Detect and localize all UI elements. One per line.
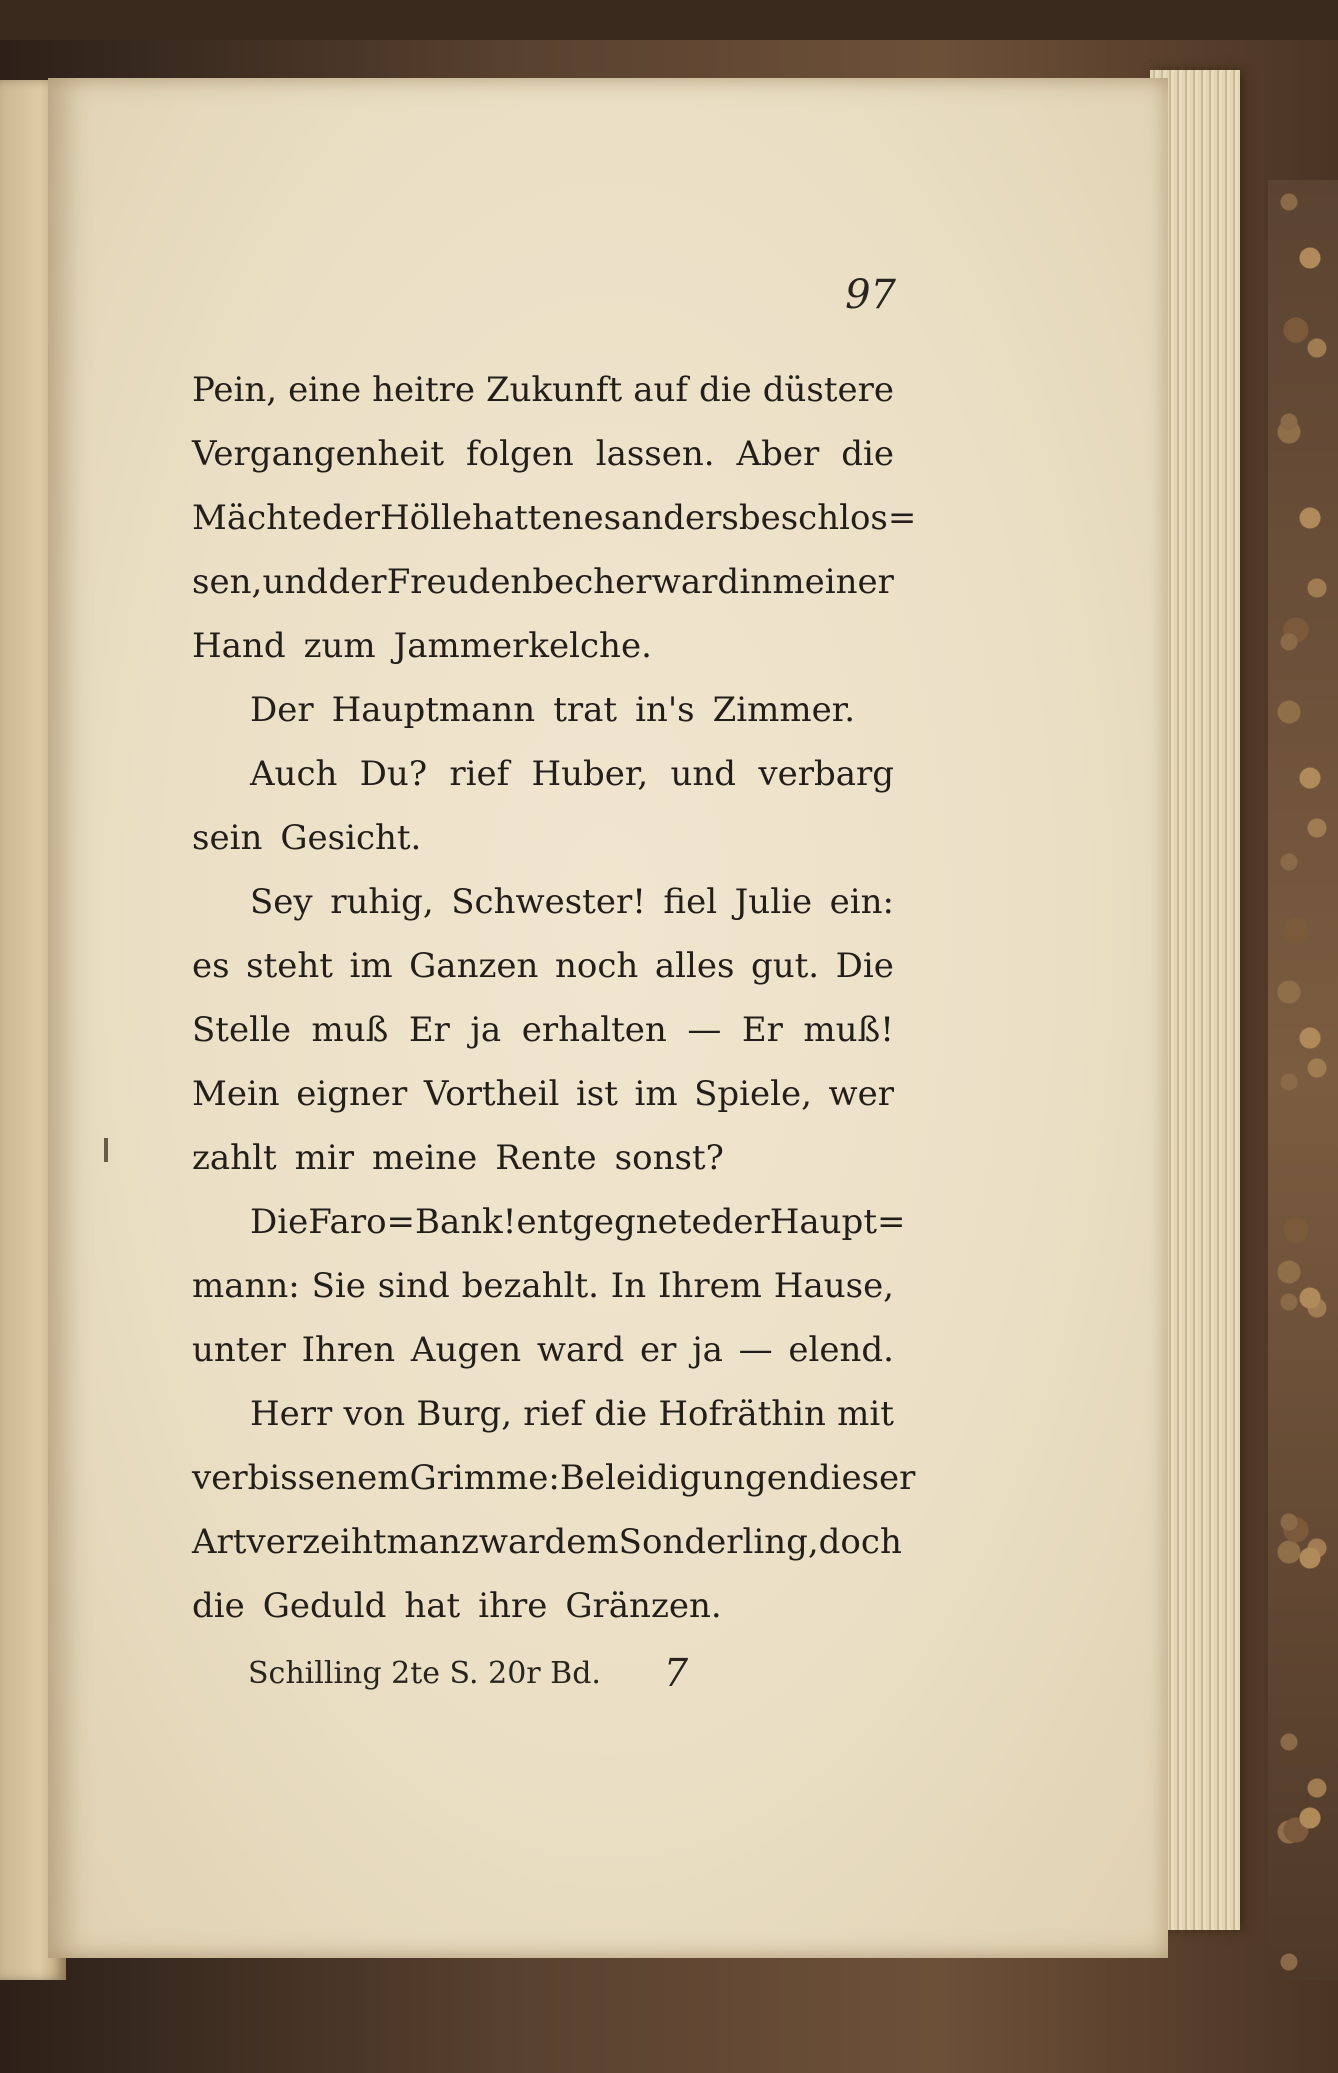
text-line [192, 870, 894, 934]
word: ein: [829, 882, 894, 922]
word: noch [554, 946, 639, 986]
printer-signature [248, 1648, 688, 1698]
word: Zimmer. [712, 690, 856, 730]
word: die [192, 1586, 245, 1626]
word: Die [250, 1202, 309, 1242]
word: sind [377, 1266, 450, 1306]
page-number: 97 [845, 272, 896, 318]
word: Gesicht. [280, 818, 422, 858]
word: fiel [663, 882, 718, 922]
text-line [192, 1190, 906, 1254]
word: heitre [372, 370, 476, 410]
word: der [321, 498, 380, 538]
word: mir [294, 1138, 354, 1178]
word: muß [311, 1010, 389, 1050]
word: muß! [803, 1010, 894, 1050]
word: erhalten [521, 1010, 667, 1050]
word: zwar [460, 1522, 545, 1562]
word: sein [192, 818, 263, 858]
word: ja [470, 1010, 502, 1050]
word: Ihren [301, 1330, 396, 1370]
word: Ganzen [409, 946, 539, 986]
word: Mächte [192, 498, 322, 538]
word: Julie [734, 882, 813, 922]
word: verbissenem [192, 1458, 410, 1498]
word: ward [536, 1330, 625, 1370]
word: — [687, 1010, 722, 1050]
word: Hofräthin [658, 1394, 826, 1434]
word: und [670, 754, 737, 794]
word: Geduld [262, 1586, 387, 1626]
word: doch [818, 1522, 902, 1562]
word: elend. [788, 1330, 894, 1370]
word: die [594, 1394, 648, 1434]
word: Sonderling, [618, 1522, 819, 1562]
word: Der [250, 690, 314, 730]
word: Burg, [416, 1394, 513, 1434]
word: ist [575, 1074, 618, 1114]
word: beschlos= [738, 498, 917, 538]
word: die [841, 434, 894, 474]
word: auf [633, 370, 688, 410]
page-text [192, 358, 917, 1638]
word: Vergangenheit [192, 434, 445, 474]
word: Rente [495, 1138, 597, 1178]
word: Jammerkelche. [393, 626, 652, 666]
word: Aber [736, 434, 820, 474]
word: Mein [192, 1074, 280, 1114]
word: Schwester! [451, 882, 646, 922]
word: Zukunft [486, 370, 623, 410]
text-line [192, 1126, 894, 1190]
word: unter [192, 1330, 286, 1370]
word: folgen [466, 434, 574, 474]
text-line [192, 1062, 894, 1126]
word: trat [553, 690, 618, 730]
text-line [192, 422, 894, 486]
word: hatten [471, 498, 584, 538]
word: Ihrem [657, 1266, 762, 1306]
word: Art [192, 1522, 247, 1562]
text-line [192, 1318, 894, 1382]
word: der [711, 1202, 770, 1242]
text-line [192, 742, 894, 806]
text-line [192, 614, 894, 678]
text-line [192, 806, 894, 870]
text-line [192, 998, 894, 1062]
word: Die [835, 946, 894, 986]
text-line [192, 550, 894, 614]
word: ruhig, [330, 882, 434, 922]
word: verzeiht [246, 1522, 387, 1562]
word: Auch [250, 754, 338, 794]
word: Hölle [379, 498, 472, 538]
word: alles [654, 946, 735, 986]
word: Stelle [192, 1010, 291, 1050]
word: Du? [359, 754, 428, 794]
word: im [634, 1074, 678, 1114]
word: Hand [192, 626, 286, 666]
word: eine [288, 370, 362, 410]
word: Augen [410, 1330, 522, 1370]
text-line [192, 1574, 894, 1638]
word: Er [741, 1010, 783, 1050]
word: die [698, 370, 752, 410]
word: eigner [296, 1074, 408, 1114]
word: im [349, 946, 393, 986]
word: in's [635, 690, 695, 730]
word: Grimme: [409, 1458, 560, 1498]
word: Hauptmann [331, 690, 536, 730]
word: zahlt [192, 1138, 277, 1178]
word: rief [523, 1394, 584, 1434]
word: Sie [311, 1266, 366, 1306]
word: mit [837, 1394, 894, 1434]
word: verbarg [758, 754, 894, 794]
signature-sheet-number: 7 [663, 1651, 688, 1695]
text-line [192, 934, 894, 998]
word: der [328, 562, 387, 602]
word: Spiele, [694, 1074, 812, 1114]
word: rief [449, 754, 510, 794]
word: steht [246, 946, 333, 986]
word: es [583, 498, 622, 538]
text-line [192, 358, 894, 422]
word: Gränzen. [565, 1586, 722, 1626]
word: sen, [192, 562, 263, 602]
word: hat [404, 1586, 461, 1626]
word: von [343, 1394, 406, 1434]
word: In [610, 1266, 647, 1306]
word: zum [303, 626, 376, 666]
word: — [738, 1330, 773, 1370]
text-line [192, 1446, 916, 1510]
word: Herr [250, 1394, 333, 1434]
word: Er [408, 1010, 450, 1050]
word: gut. [750, 946, 820, 986]
word: wer [828, 1074, 894, 1114]
word: es [192, 946, 230, 986]
word: Haupt= [769, 1202, 906, 1242]
word: Vortheil [423, 1074, 560, 1114]
word: Faro=Bank! [308, 1202, 517, 1242]
text-line [192, 486, 917, 550]
word: Beleidigungen [559, 1458, 809, 1498]
word: dem [544, 1522, 619, 1562]
word: ihre [478, 1586, 548, 1626]
text-line [192, 1254, 894, 1318]
word: entgegnete [516, 1202, 712, 1242]
text-line [192, 1382, 894, 1446]
word: Pein, [192, 370, 278, 410]
text-line [192, 678, 894, 742]
word: lassen. [595, 434, 715, 474]
word: bezahlt. [461, 1266, 599, 1306]
word: in [739, 562, 773, 602]
text-line [192, 1510, 902, 1574]
word: Huber, [531, 754, 649, 794]
word: man [386, 1522, 461, 1562]
word: Sey [250, 882, 313, 922]
word: Hause, [773, 1266, 894, 1306]
word: Freudenbecher [386, 562, 652, 602]
word: meine [372, 1138, 478, 1178]
word: ja [692, 1330, 723, 1370]
word: meiner [772, 562, 894, 602]
word: anders [621, 498, 739, 538]
margin-mark [104, 1138, 108, 1162]
signature-text: Schilling 2te S. 20r Bd. [248, 1655, 601, 1691]
word: düstere [762, 370, 894, 410]
marbled-cover-edge [1268, 180, 1338, 1980]
word: mann: [192, 1266, 300, 1306]
word: sonst? [614, 1138, 724, 1178]
word: und [262, 562, 329, 602]
word: ward [651, 562, 740, 602]
word: dieser [808, 1458, 916, 1498]
word: er [640, 1330, 677, 1370]
